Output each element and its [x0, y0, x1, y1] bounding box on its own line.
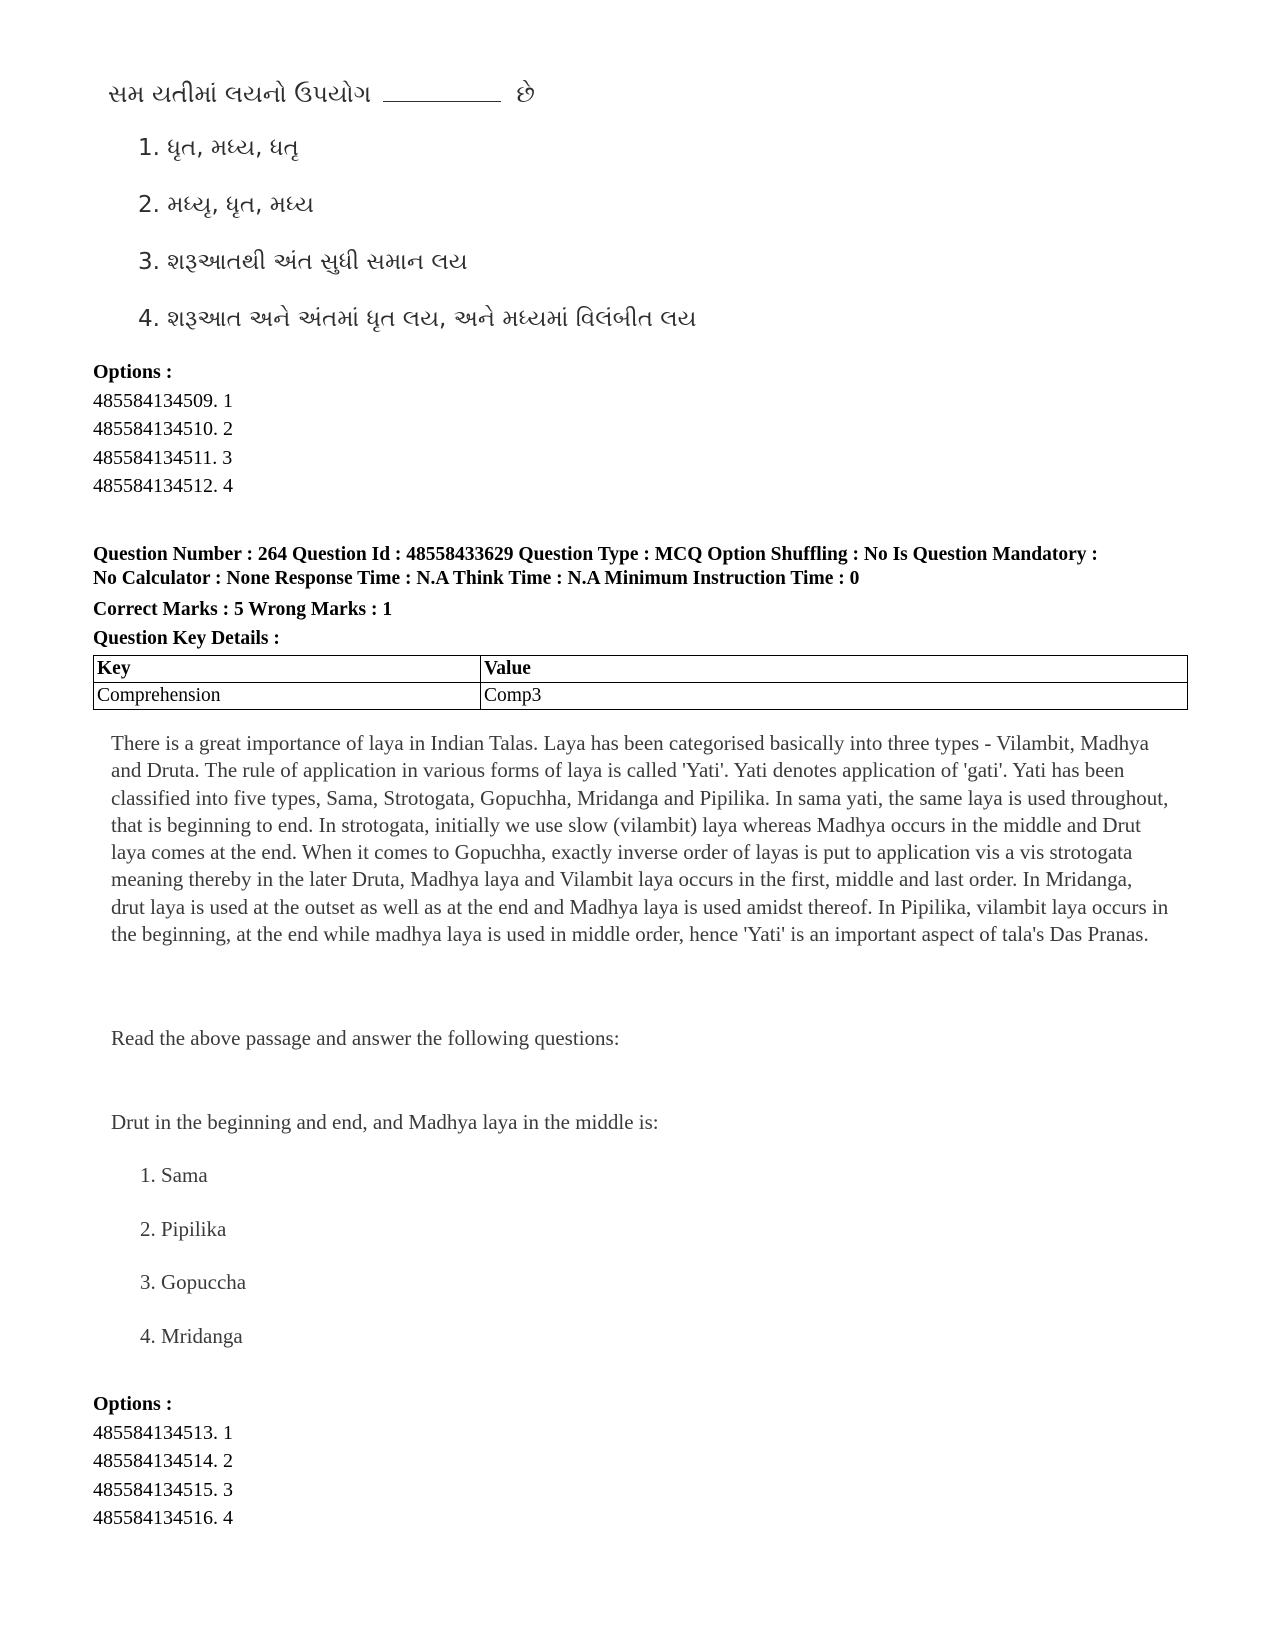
option-id: 485584134513. 1 [93, 1421, 233, 1444]
gujarati-question-block [108, 74, 1008, 356]
options-header: Options : [93, 361, 173, 383]
question-2-choice: 2. Pipilika [140, 1216, 227, 1241]
comprehension-passage: There is a great importance of laya in Indian Talas. Laya has been categorised basically into three types - Vilambit, Madhya and Druta. The rule of application in various forms of laya is called 'Yati'. Yati denotes application of 'gati'. Yati has been classified into five types, Sama, Strotogata, Gopuchha, Mridanga and Pipilika. In sama yati, the same laya is used throughout, that is beginning to end. In strotogata, initially we use slow (vilambit) laya whereas Madhya occurs in the middle and Drut laya comes at the end. When it comes to Gopuchha, exactly inverse order of layas is put to application vis a vis strotogata meaning thereby in the later Druta, Madhya laya and Vilambit laya occurs in the first, middle and last order. In Mridanga, drut laya is used at the outset as well as at the end and Madhya laya is used amidst thereof. In Pipilika, vilambit laya occurs in the beginning, at the end while madhya laya is used in middle order, hence 'Yati' is an important aspect of tala's Das Pranas. [111, 731, 1169, 947]
options-list-2 [93, 1390, 233, 1533]
option-id: 485584134510. 2 [93, 418, 233, 440]
question-marks: Correct Marks : 5 Wrong Marks : 1 [93, 599, 393, 620]
key-details-label: Question Key Details : [93, 628, 280, 649]
option-id: 485584134514. 2 [93, 1450, 233, 1472]
options-list-1 [93, 358, 233, 501]
gujarati-choice: 4. શરૂઆત અને અંતમાં ધૃત લય, અને મધ્યમાં વિલંબીત લય [138, 306, 697, 332]
table-header-row [94, 656, 1188, 683]
question-2-choice: 3. Gopuccha [140, 1270, 247, 1294]
question-2-text: Drut in the beginning and end, and Madhya laya in the middle is: [111, 1110, 659, 1134]
table-cell-value: Comp3 [481, 683, 1188, 710]
question-meta [93, 543, 1193, 653]
gujarati-choice-list [138, 128, 1008, 356]
table-header-key: Key [94, 656, 481, 683]
table-header-value: Value [481, 656, 1188, 683]
key-details-table [93, 655, 1188, 710]
option-id: 485584134509. 1 [93, 389, 233, 412]
option-id: 485584134515. 3 [93, 1478, 233, 1501]
option-id: 485584134512. 4 [93, 475, 233, 497]
gujarati-choice: 3. શરૂઆતથી અંત સુધી સમાન લય [138, 249, 468, 275]
table-row [94, 683, 1188, 710]
options-header: Options : [93, 1393, 173, 1415]
question-2-choice-list [140, 1160, 246, 1374]
option-id: 485584134516. 4 [93, 1507, 233, 1529]
table-cell-key: Comprehension [94, 683, 481, 710]
option-id: 485584134511. 3 [93, 446, 233, 469]
fill-in-blank [383, 75, 501, 102]
gujarati-question-text [108, 74, 1008, 114]
question-text-after-blank: છે [516, 80, 535, 108]
passage-instruction: Read the above passage and answer the following questions: [111, 1026, 620, 1050]
question-2-choice: 1. Sama [140, 1163, 208, 1187]
gujarati-choice: 2. મધ્યૃ, ધૃત, મધ્ય [138, 192, 314, 218]
question-text-before-blank: સમ યતીમાં લયનો ઉપયોગ [108, 80, 372, 108]
question-2-choice: 4. Mridanga [140, 1323, 243, 1348]
question-meta-line-1: Question Number : 264 Question Id : 48558433629 Question Type : MCQ Option Shuffling : No Is Question Mandatory : [93, 544, 1098, 565]
gujarati-choice: 1. ધૃત, મધ્ય, ધતૃ [138, 135, 299, 161]
question-meta-line-2: No Calculator : None Response Time : N.A Think Time : N.A Minimum Instruction Time : 0 [93, 568, 860, 589]
